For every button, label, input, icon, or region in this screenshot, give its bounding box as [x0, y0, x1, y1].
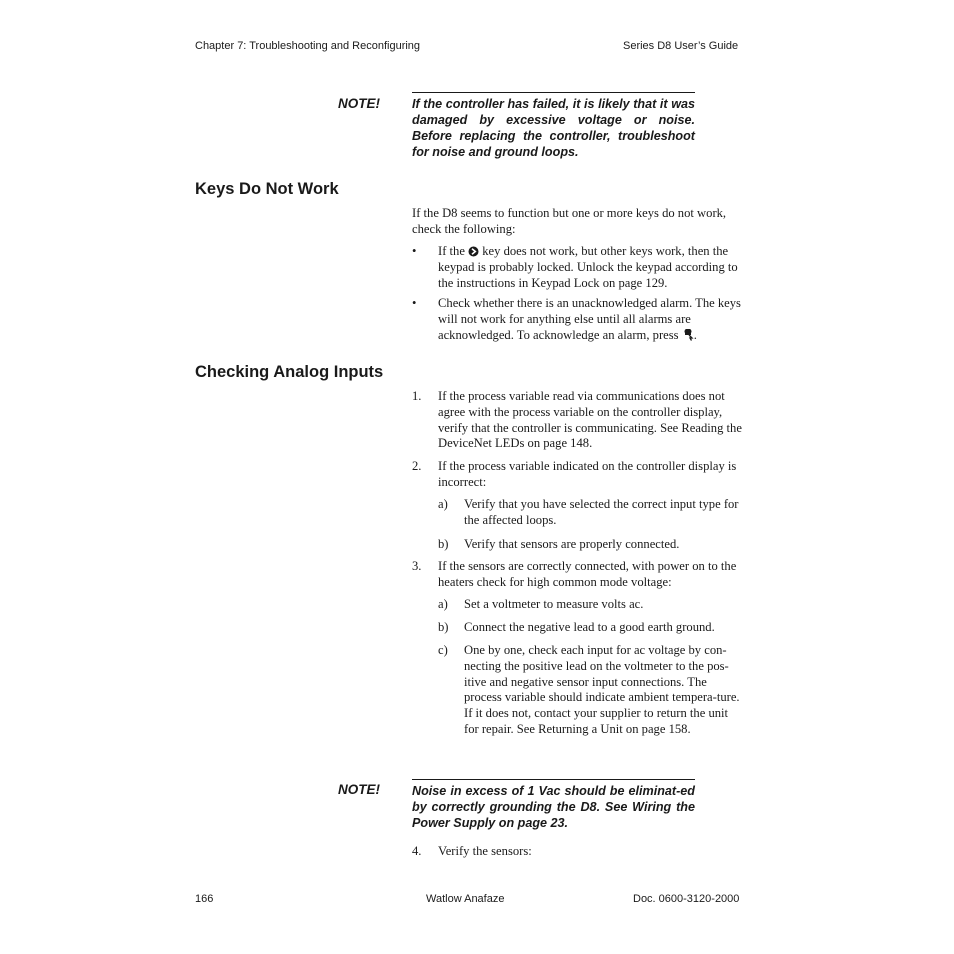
list-number: 4.: [412, 844, 422, 858]
list-text: Connect the negative lead to a good earth ground.: [464, 620, 715, 634]
list-letter: b): [438, 620, 449, 634]
section-heading-analog: Checking Analog Inputs: [195, 363, 384, 381]
running-header-title: Series D8 User’s Guide: [623, 40, 739, 52]
list-text: If the process variable read via communications does not agree with the process variable on the controller display, verify that the controller is communicating. See Reading the DeviceNet LEDs on page 148.: [438, 389, 742, 451]
list-letter: a): [438, 597, 448, 611]
right-arrow-key-icon: [468, 246, 479, 257]
list-text: Verify that sensors are properly connected.: [464, 537, 680, 551]
bullet-text-post: .: [693, 327, 697, 342]
note-label: NOTE!: [338, 782, 380, 797]
list-text: Set a voltmeter to measure volts ac.: [464, 597, 644, 611]
note-text: If the controller has failed, it is likely that it was damaged by excessive voltage or noise. Before replacing the controller, troubleshoot for noise and ground loops.: [412, 92, 695, 160]
bullet-text-pre: If the: [438, 244, 465, 258]
note-label: NOTE!: [338, 96, 380, 111]
bullet-text-post: key does not work, but other keys work, then the keypad is probably locked. Unlock the keypad according to the instructions in Keypad Lock on page 129.: [438, 244, 738, 290]
note-text: Noise in excess of 1 Vac should be eliminat-ed by correctly grounding the D8. See Wiring the Power Supply on page 23.: [412, 779, 695, 831]
bullet-marker: •: [412, 296, 417, 310]
list-text: One by one, check each input for ac voltage by con-necting the positive lead on the voltmeter to the pos-itive and negative sensor input connections. The process variable should indicate ambient tempera-ture. If it does not, contact your supplier to return the unit for repair. See Returning a Unit on page 158.: [464, 643, 740, 736]
running-header-chapter: Chapter 7: Troubleshooting and Reconfiguring: [195, 40, 421, 52]
list-letter: b): [438, 537, 449, 551]
list-text: Verify the sensors:: [438, 844, 532, 858]
alarm-ack-key-icon: [682, 329, 694, 341]
list-text: If the sensors are correctly connected, with power on to the heaters check for high common mode voltage:: [438, 559, 737, 589]
section-heading-keys: Keys Do Not Work: [195, 180, 339, 198]
bullet-marker: •: [412, 244, 417, 258]
list-text: If the process variable indicated on the controller display is incorrect:: [438, 459, 737, 489]
list-number: 3.: [412, 559, 422, 573]
footer-company: Watlow Anafaze: [426, 893, 505, 905]
keys-intro-paragraph: If the D8 seems to function but one or more keys do not work, check the following:: [412, 206, 727, 236]
page-number: 166: [195, 893, 214, 905]
list-letter: a): [438, 497, 448, 511]
list-letter: c): [438, 643, 448, 657]
footer-doc-number: Doc. 0600-3120-2000: [633, 893, 740, 905]
bullet-text-pre: Check whether there is an unacknowledged alarm. The keys will not work for anything else until all alarms are acknowledged. To acknowledge an alarm, press: [438, 296, 741, 342]
list-number: 2.: [412, 459, 422, 473]
list-number: 1.: [412, 389, 422, 403]
list-text: Verify that you have selected the correct input type for the affected loops.: [464, 497, 739, 527]
